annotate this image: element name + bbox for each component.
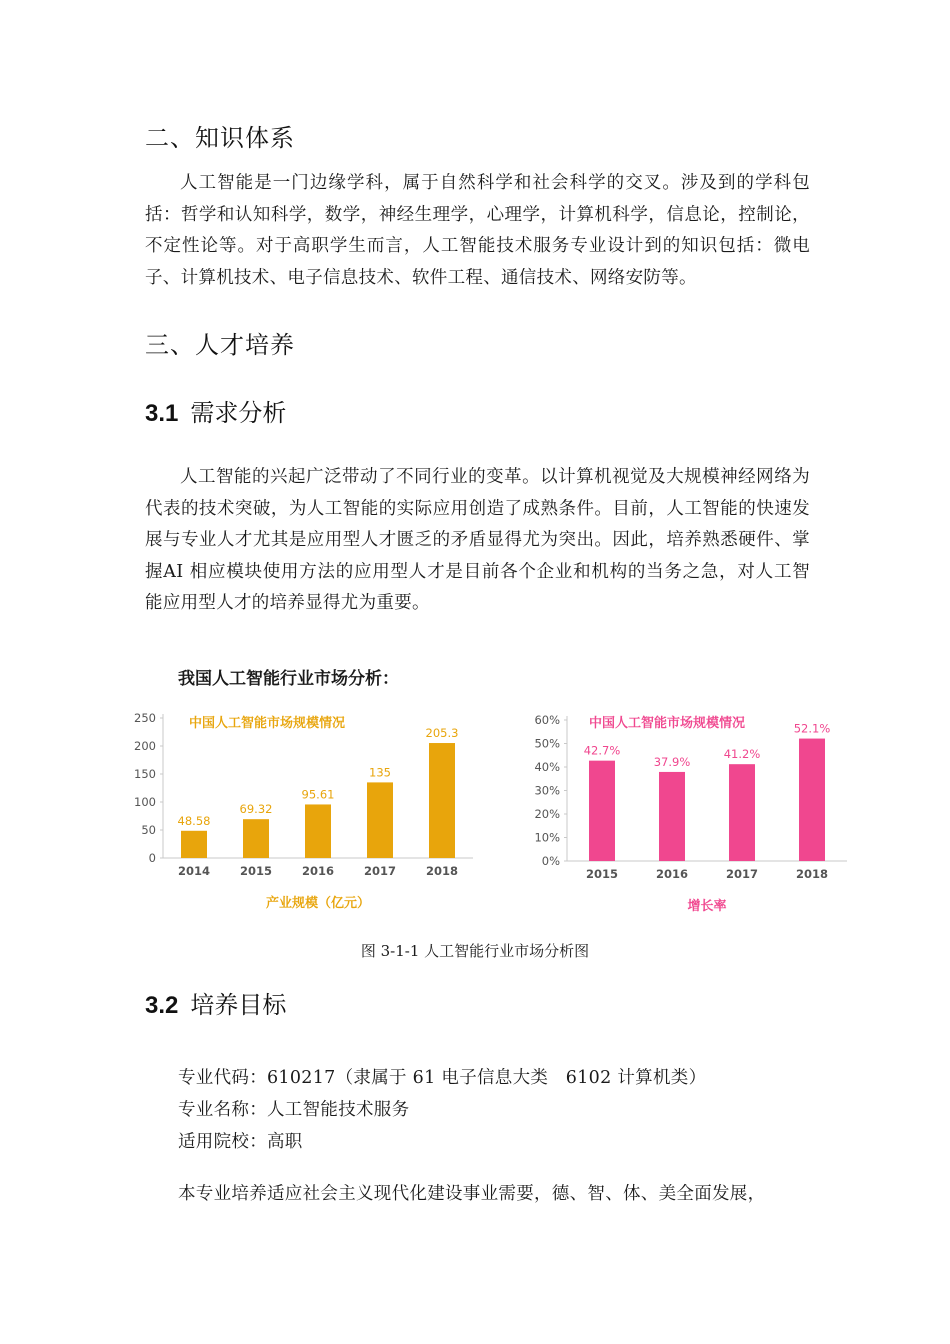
subsection-heading-goal <box>145 985 286 1020</box>
x-tick-label: 2018 <box>795 867 829 881</box>
y-tick-label: 30% <box>534 783 560 798</box>
bar-2017 <box>367 782 393 858</box>
bar-2018 <box>429 743 455 858</box>
chart-title: 中国人工智能市场规模情况 <box>589 716 746 731</box>
y-tick-label: 250 <box>134 711 156 725</box>
x-tick-label: 2014 <box>177 864 211 878</box>
data-label: 52.1% <box>793 721 831 736</box>
data-label: 95.61 <box>301 787 335 802</box>
chart-growth-rate <box>525 700 855 920</box>
knowledge-paragraph: 人工智能是一门边缘学科，属于自然科学和社会科学的交叉。涉及到的学科包括：哲学和认知科学，数学，神经生理学，心理学，计算机科学，信息论，控制论，不定性论等。对于高职学生而言，人工智能技术服务专业设计到的知识包括：微电子、计算机技术、电子信息技术、软件工程、通信技术、网络安防等。 <box>145 173 810 288</box>
x-tick-label: 2017 <box>725 867 759 881</box>
y-tick-label: 150 <box>134 767 156 781</box>
data-label: 42.7% <box>583 743 621 758</box>
major-code-line: 专业代码：610217（隶属于 61 电子信息大类 6102 计算机类） <box>178 1068 707 1088</box>
bar-2018 <box>799 739 825 861</box>
x-tick-label: 2016 <box>301 864 335 878</box>
subsection-number: 3.2 <box>145 992 179 1019</box>
x-tick-label: 2017 <box>363 864 397 878</box>
x-tick-label: 2015 <box>239 864 273 878</box>
x-tick-label: 2015 <box>585 867 619 881</box>
x-tick-label: 2016 <box>655 867 689 881</box>
data-label: 135 <box>369 765 391 780</box>
bar-2016 <box>305 804 331 858</box>
goal-paragraph: 本专业培养适应社会主义现代化建设事业需要，德、智、体、美全面发展， <box>178 1184 766 1204</box>
major-name-line: 专业名称：人工智能技术服务 <box>178 1100 410 1120</box>
y-tick-label: 40% <box>534 760 560 774</box>
y-tick-label: 0 <box>148 851 156 865</box>
figure-title: 我国人工智能行业市场分析： <box>178 669 399 689</box>
y-tick-label: 50% <box>534 736 560 751</box>
chart-title: 中国人工智能市场规模情况 <box>189 716 346 731</box>
bar-2017 <box>729 764 755 861</box>
bar-2015 <box>243 819 269 858</box>
y-tick-label: 0% <box>541 854 560 868</box>
data-label: 205.3 <box>425 726 459 741</box>
bar-2015 <box>589 761 615 861</box>
subsection-title: 培养目标 <box>190 991 287 1019</box>
applicable-school-line: 适用院校：高职 <box>178 1132 303 1152</box>
y-tick-label: 100 <box>134 795 156 809</box>
section-heading-talent: 三、人才培养 <box>145 331 295 359</box>
x-tick-label: 2018 <box>425 864 459 878</box>
x-axis-label: 产业规模（亿元） <box>265 896 371 911</box>
y-tick-label: 60% <box>534 713 560 727</box>
demand-paragraph: 人工智能的兴起广泛带动了不同行业的变革。以计算机视觉及大规模神经网络为代表的技术突破，为人工智能的实际应用创造了成熟条件。目前，人工智能的快速发展与专业人才尤其是应用型人才匮乏的矛盾显得尤为突出。因此，培养熟悉硬件、掌握AI 相应模块使用方法的应用型人才是目前各个企业和机构的当务之急，对人工智能应用型人才的培养显得尤为重要。 <box>145 467 810 613</box>
section-heading-knowledge: 二、知识体系 <box>145 124 295 152</box>
data-label: 41.2% <box>723 747 761 762</box>
y-tick-label: 50 <box>141 823 156 837</box>
bar-2016 <box>659 772 685 861</box>
x-axis-label: 增长率 <box>687 899 727 914</box>
y-tick-label: 10% <box>534 830 560 845</box>
subsection-title: 需求分析 <box>190 399 287 427</box>
data-label: 37.9% <box>653 754 691 769</box>
chart-market-size <box>125 700 485 920</box>
y-tick-label: 20% <box>534 807 560 821</box>
bar-2014 <box>181 831 207 858</box>
data-label: 48.58 <box>177 813 211 828</box>
subsection-heading-demand <box>145 393 286 428</box>
y-tick-label: 200 <box>134 739 156 753</box>
subsection-number: 3.1 <box>145 400 179 427</box>
data-label: 69.32 <box>239 802 273 817</box>
figure-caption: 图 3-1-1 人工智能行业市场分析图 <box>360 942 590 960</box>
